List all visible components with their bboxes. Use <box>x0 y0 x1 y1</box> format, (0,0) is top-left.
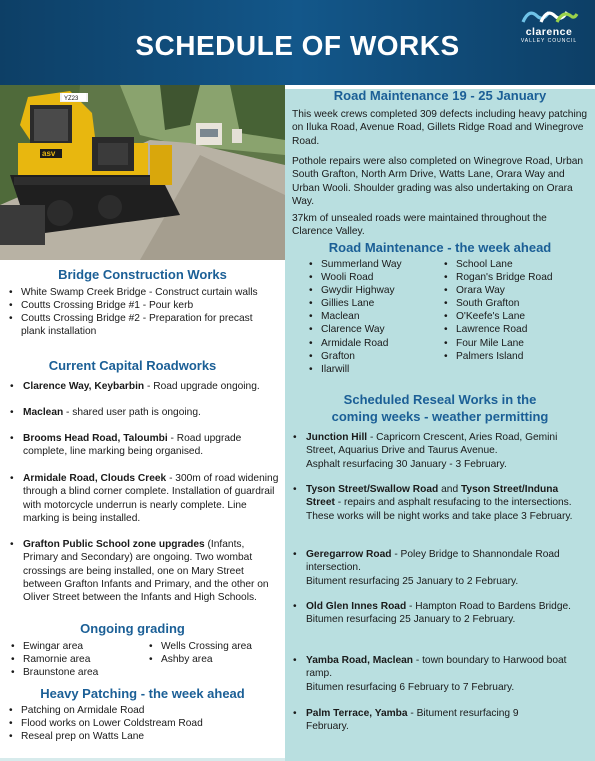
reseal-heading-line-1: Scheduled Reseal Works in the <box>343 392 537 407</box>
capital-item <box>10 380 282 393</box>
reseal-description: - Bitument resurfacing 9 February. <box>306 708 519 733</box>
maintenance-ahead-list-2 <box>441 258 561 363</box>
reseal-description: - Poley Bridge to Shannondale Road intersection. <box>306 549 560 574</box>
list-item: • Rogan's Bridge Road <box>441 271 561 284</box>
list-item: • Summerland Way <box>306 258 436 271</box>
list-item: • Ramornie area <box>8 653 138 666</box>
svg-text:asv: asv <box>42 149 56 158</box>
maintenance-past-paragraph-2: Pothole repairs were also completed on Winegrove Road, Urban South Grafton, North Arm Drive, Watts Lane, Orara Way and Urban Wooli. Shoulder grading was also undertaking on Orara Way. <box>292 156 584 207</box>
reseal-schedule: Asphalt resurfacing 30 January - 3 February. <box>306 458 507 470</box>
list-item: • White Swamp Creek Bridge - Construct curtain walls <box>6 286 276 299</box>
list-item: • Flood works on Lower Coldstream Road <box>6 717 276 730</box>
list-item: • Coutts Crossing Bridge #1 - Pour kerb <box>6 299 276 312</box>
capital-location: Maclean <box>23 407 64 418</box>
capital-item <box>10 472 282 525</box>
capital-description: - shared user path is ongoing. <box>63 407 201 418</box>
bridge-list <box>6 286 276 338</box>
page-header <box>0 0 595 85</box>
list-item: • Wooli Road <box>306 271 436 284</box>
grading-list-2 <box>146 640 281 666</box>
list-item: • Ewingar area <box>8 640 138 653</box>
reseal-location: Junction Hill <box>306 432 368 443</box>
wave-logo-icon <box>519 6 579 26</box>
list-item: • Braunstone area <box>8 666 138 679</box>
list-item: • Armidale Road <box>306 337 436 350</box>
grading-list-1 <box>8 640 138 679</box>
reseal-location: Geregarrow Road <box>306 549 392 560</box>
reseal-heading-line-2: coming weeks - weather permitting <box>331 409 549 424</box>
list-item: • Clarence Way <box>306 323 436 336</box>
reseal-location: Old Glen Innes Road <box>306 601 407 612</box>
reseal-location: Yamba Road, Maclean <box>306 655 414 666</box>
list-item: • Patching on Armidale Road <box>6 704 276 717</box>
patching-list <box>6 704 276 743</box>
maintenance-past-heading: Road Maintenance 19 - 25 January <box>333 88 547 103</box>
capital-heading: Current Capital Roadworks <box>48 358 217 373</box>
reseal-item <box>291 548 589 588</box>
reseal-schedule: Bitumen resurfacing 6 February to 7 February. <box>306 681 515 693</box>
skid-steer-loader-image <box>0 85 285 260</box>
reseal-description: - Capricorn Crescent, Aries Road, Gemini Street, Aquarius Drive and Taurus Avenue. <box>306 432 558 457</box>
reseal-description: - town boundary to Harwood boat ramp. <box>306 655 567 680</box>
list-item: • Four Mile Lane <box>441 337 561 350</box>
list-item: • Orara Way <box>441 284 561 297</box>
reseal-item <box>291 600 589 627</box>
council-logo <box>513 6 585 48</box>
list-item: • Grafton <box>306 350 436 363</box>
grading-heading: Ongoing grading <box>80 621 185 636</box>
patching-heading: Heavy Patching - the week ahead <box>40 686 245 701</box>
list-item: • Lawrence Road <box>441 323 561 336</box>
reseal-item <box>291 483 589 523</box>
list-item: • Maclean <box>306 310 436 323</box>
reseal-location-2: Tyson Street/Induna Street <box>306 484 559 509</box>
list-item: • Ilarwill <box>306 363 436 376</box>
capital-location: Brooms Head Road, Taloumbi <box>23 433 168 444</box>
reseal-location: Palm Terrace, Yamba <box>306 708 408 719</box>
maintenance-ahead-list-1 <box>306 258 436 376</box>
capital-description: - Road upgrade ongoing. <box>144 381 260 392</box>
reseal-description: - Hampton Road to Bardens Bridge. <box>406 601 571 612</box>
maintenance-past-paragraph-1: This week crews completed 309 defects including heavy patching on Iluka Road, Avenue Road, Gillets Ridge Road and Winegrove Road. <box>292 109 588 147</box>
reseal-heading <box>285 391 595 425</box>
capital-location: Clarence Way, Keybarbin <box>23 381 145 392</box>
reseal-connector: and <box>438 484 461 495</box>
capital-description: - 300m of road widening through a blind corner complete. Installation of guardrail with motorcycle underrun is nearly complete. Line marking is being installed. <box>23 473 279 524</box>
list-item: • Coutts Crossing Bridge #2 - Preparation for precast plank installation <box>6 312 276 338</box>
maintenance-past-paragraph-3: 37km of unsealed roads were maintained throughout the Clarence Valley. <box>292 213 547 238</box>
reseal-schedule: Bitumen resurfacing 25 January to 2 February. <box>306 614 516 626</box>
capital-description: - Road upgrade complete, line marking being organised. <box>23 433 242 458</box>
reseal-item <box>291 431 589 471</box>
list-item: • Palmers Island <box>441 350 561 363</box>
logo-wordmark: clarence <box>525 26 573 38</box>
bridge-heading: Bridge Construction Works <box>58 267 227 282</box>
reseal-item <box>291 707 541 734</box>
capital-item <box>10 406 282 419</box>
maintenance-ahead-heading: Road Maintenance - the week ahead <box>328 240 552 255</box>
list-item: • Wells Crossing area <box>146 640 281 653</box>
capital-description: (Infants, Primary and Secondary) are ongoing. Two wombat crossings are being installed, one on Mary Street between Grafton Infants and Primary, and the other on Oliver Street between the Infants and High Schools. <box>23 539 269 604</box>
reseal-schedule: Bitument resurfacing 25 January to 2 February. <box>306 575 519 587</box>
logo-subtitle: VALLEY COUNCIL <box>520 38 578 44</box>
reseal-description: - repairs and asphalt resufacing to the intersections. These works will be night works and take place 3 February. <box>306 497 573 522</box>
list-item: • Gillies Lane <box>306 297 436 310</box>
capital-item <box>10 432 282 459</box>
reseal-location: Tyson Street/Swallow Road <box>306 484 439 495</box>
page-title: SCHEDULE OF WORKS <box>135 30 460 61</box>
list-item: • Reseal prep on Watts Lane <box>6 730 276 743</box>
reseal-item <box>291 654 589 694</box>
svg-text:YZ23: YZ23 <box>64 96 79 102</box>
list-item: • O'Keefe's Lane <box>441 310 561 323</box>
capital-item <box>10 538 282 604</box>
list-item: • School Lane <box>441 258 561 271</box>
list-item: • Gwydir Highway <box>306 284 436 297</box>
roadworks-photo <box>0 85 285 260</box>
capital-location: Armidale Road, Clouds Creek <box>23 473 167 484</box>
list-item: • South Grafton <box>441 297 561 310</box>
list-item: • Ashby area <box>146 653 281 666</box>
capital-location: Grafton Public School zone upgrades <box>23 539 205 550</box>
